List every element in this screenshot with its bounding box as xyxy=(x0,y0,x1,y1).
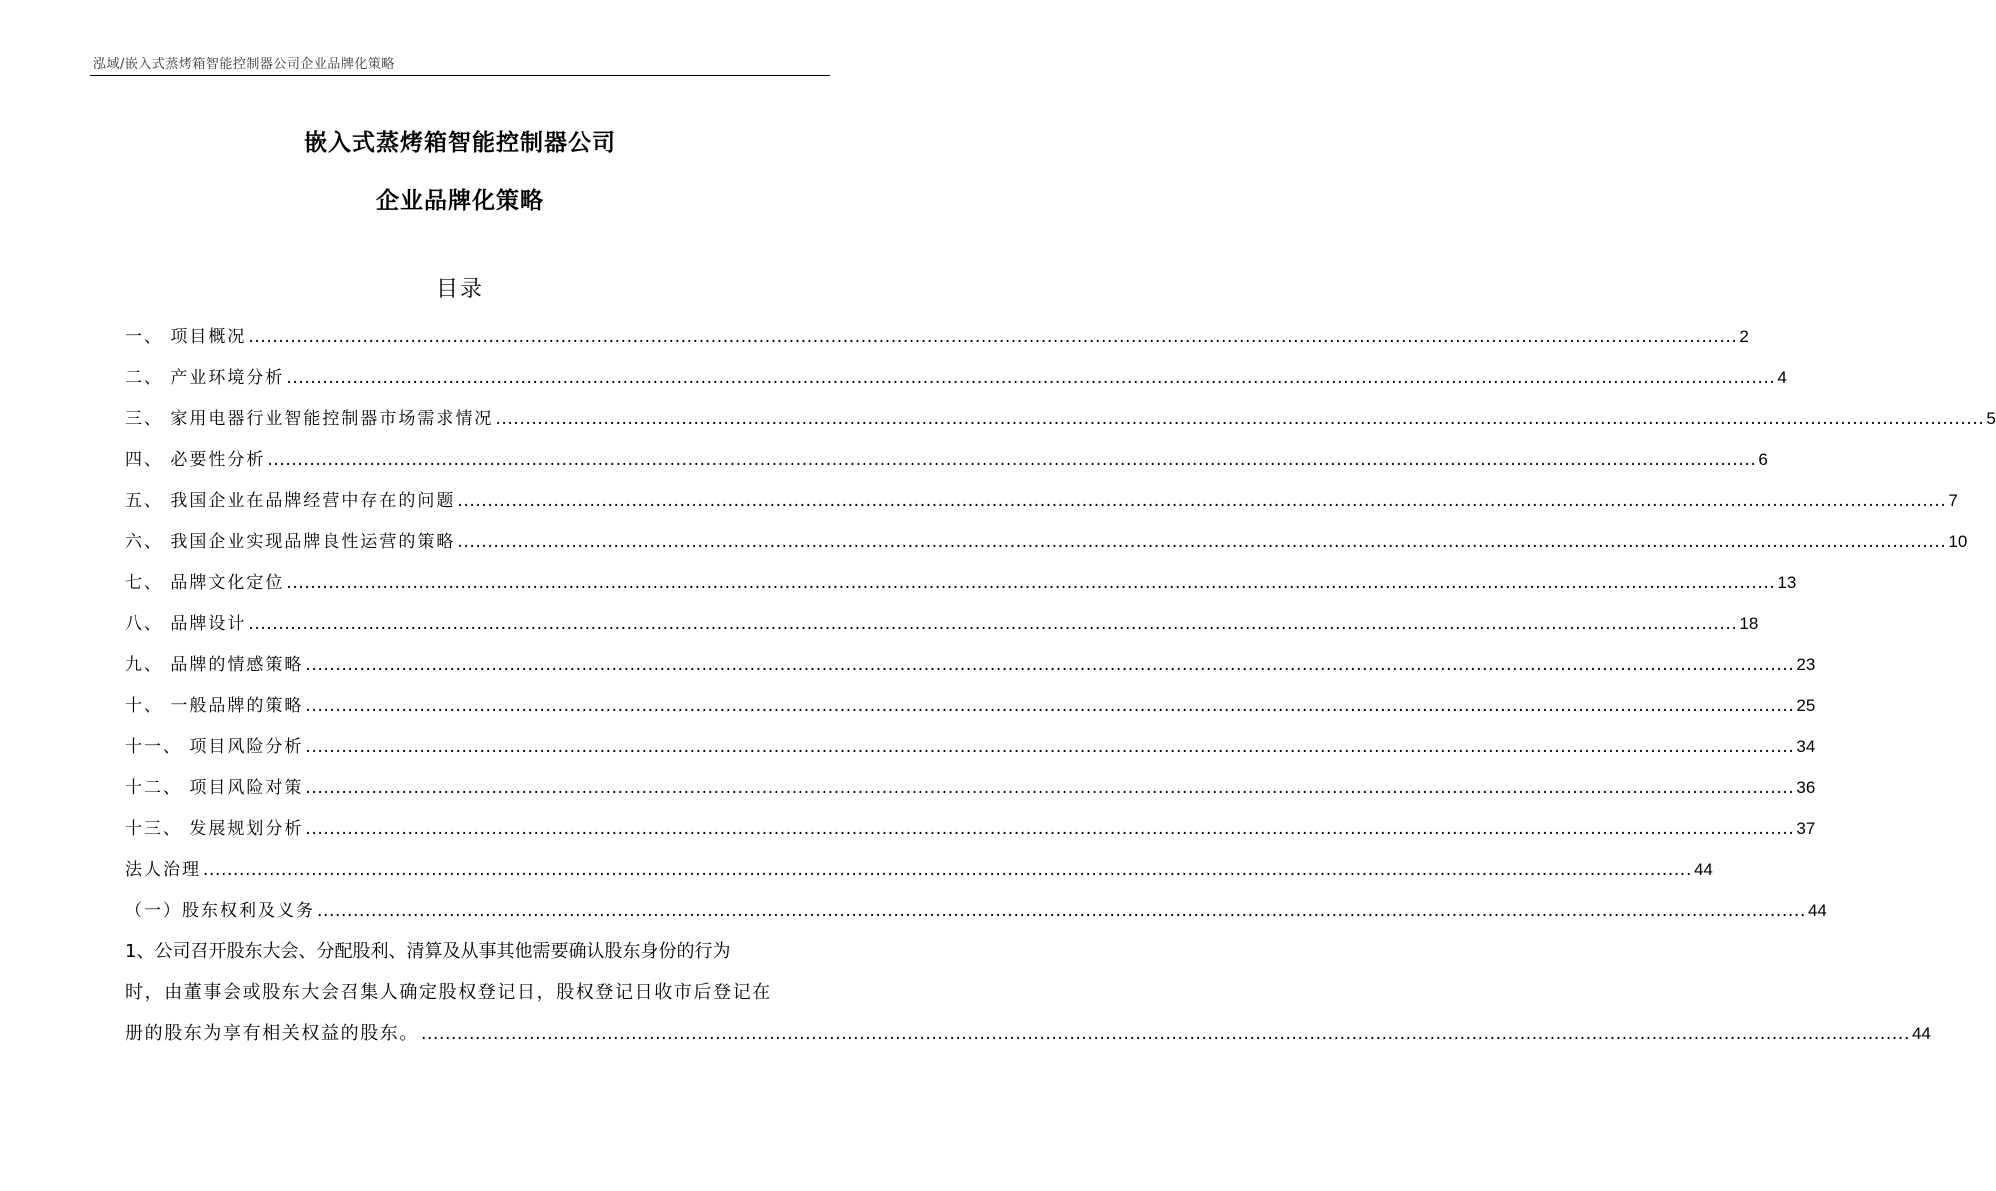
toc-leader-dots: ........................................................................................................................................................................................................................................................ xyxy=(495,409,1985,429)
toc-entry-10[interactable] xyxy=(125,693,1816,719)
toc-entry-label: 二、 产业环境分析 xyxy=(125,368,285,388)
toc-page-number: 34 xyxy=(1796,737,1816,756)
document-title-line-1: 嵌入式蒸烤箱智能控制器公司 xyxy=(304,130,616,156)
toc-page-number: 7 xyxy=(1948,491,1958,510)
toc-entry-14[interactable] xyxy=(125,857,1713,883)
toc-page-number: 25 xyxy=(1796,696,1816,715)
toc-leader-dots: ........................................................................................................................................................................................................................................................ xyxy=(286,368,1776,388)
running-header: 泓域/嵌入式蒸烤箱智能控制器公司企业品牌化策略 xyxy=(93,57,395,72)
toc-entry-4[interactable] xyxy=(125,447,1768,473)
toc-page-number: 37 xyxy=(1796,819,1816,838)
toc-entry-6[interactable] xyxy=(125,529,1968,555)
toc-entry-label: （一）股东权利及义务 xyxy=(125,901,315,921)
toc-leader-dots: ........................................................................................................................................................................................................................................................ xyxy=(267,450,1757,470)
toc-leader-dots: ........................................................................................................................................................................................................................................................ xyxy=(203,860,1692,880)
toc-entry-label: 三、 家用电器行业智能控制器市场需求情况 xyxy=(125,409,494,429)
toc-page-number: 36 xyxy=(1796,778,1816,797)
toc-leader-dots: ........................................................................................................................................................................................................................................................ xyxy=(305,737,1795,757)
toc-entry-12[interactable] xyxy=(125,775,1816,801)
toc-entry-label: 九、 品牌的情感策略 xyxy=(125,655,304,675)
toc-entry-1[interactable] xyxy=(125,324,1749,350)
toc-entry-label: 十一、 项目风险分析 xyxy=(125,737,304,757)
toc-page-number: 6 xyxy=(1758,450,1768,469)
toc-entry-label: 十二、 项目风险对策 xyxy=(125,778,304,798)
toc-heading: 目录 xyxy=(435,277,484,302)
toc-leader-dots: ........................................................................................................................................................................................................................................................ xyxy=(248,614,1738,634)
toc-entry-label: 一、 项目概况 xyxy=(125,327,247,347)
toc-entry-label: 法人治理 xyxy=(125,860,201,880)
toc-page-number: 10 xyxy=(1948,532,1968,551)
toc-leader-dots: ........................................................................................................................................................................................................................................................ xyxy=(457,532,1947,552)
toc-entry-3[interactable] xyxy=(125,406,1996,432)
toc-leader-dots: ........................................................................................................................................................................................................................................................ xyxy=(305,696,1795,716)
toc-leader-dots: ........................................................................................................................................................................................................................................................ xyxy=(248,327,1738,347)
toc-entry-label: 十、 一般品牌的策略 xyxy=(125,696,304,716)
toc-entry-label: 八、 品牌设计 xyxy=(125,614,247,634)
toc-entry-5[interactable] xyxy=(125,488,1958,514)
toc-entry-13[interactable] xyxy=(125,816,1816,842)
toc-entry-label: 五、 我国企业在品牌经营中存在的问题 xyxy=(125,491,456,511)
toc-paragraph-text: 册的股东为享有相关权益的股东。 xyxy=(125,1023,419,1044)
toc-leader-dots: ........................................................................................................................................................................................................................................................ xyxy=(305,819,1795,839)
toc-paragraph-line-2[interactable]: 时，由董事会或股东大会召集人确定股权登记日，股权登记日收市后登记在 xyxy=(125,982,772,1003)
document-title-line-2: 企业品牌化策略 xyxy=(376,188,544,214)
toc-page-number: 44 xyxy=(1693,860,1713,879)
toc-page-number: 5 xyxy=(1986,409,1996,428)
toc-page-number: 2 xyxy=(1739,327,1749,346)
toc-page-number: 23 xyxy=(1796,655,1816,674)
toc-entry-9[interactable] xyxy=(125,652,1816,678)
toc-paragraph-line-3[interactable] xyxy=(125,1021,1931,1047)
toc-entry-11[interactable] xyxy=(125,734,1816,760)
toc-page-number: 13 xyxy=(1777,573,1797,592)
toc-page-number: 4 xyxy=(1777,368,1787,387)
toc-entry-label: 七、 品牌文化定位 xyxy=(125,573,285,593)
toc-leader-dots: ........................................................................................................................................................................................................................................................ xyxy=(305,655,1795,675)
toc-leader-dots: ........................................................................................................................................................................................................................................................ xyxy=(457,491,1947,511)
toc-paragraph-line-1[interactable]: 1、公司召开股东大会、分配股利、清算及从事其他需要确认股东身份的行为 xyxy=(125,941,731,962)
toc-entry-7[interactable] xyxy=(125,570,1797,596)
toc-entry-15[interactable] xyxy=(125,898,1827,924)
toc-page-number: 44 xyxy=(1807,901,1827,920)
toc-leader-dots: ........................................................................................................................................................................................................................................................ xyxy=(286,573,1776,593)
toc-entry-2[interactable] xyxy=(125,365,1787,391)
toc-entry-8[interactable] xyxy=(125,611,1759,637)
toc-entry-label: 十三、 发展规划分析 xyxy=(125,819,304,839)
toc-page-number: 44 xyxy=(1911,1024,1931,1043)
header-divider xyxy=(90,75,830,76)
toc-leader-dots: ........................................................................................................................................................................................................................................................ xyxy=(317,901,1806,921)
toc-entry-label: 四、 必要性分析 xyxy=(125,450,266,470)
toc-entry-label: 六、 我国企业实现品牌良性运营的策略 xyxy=(125,532,456,552)
toc-leader-dots: ........................................................................................................................................................................................................................................................ xyxy=(421,1024,1910,1044)
toc-leader-dots: ........................................................................................................................................................................................................................................................ xyxy=(305,778,1795,798)
toc-page-number: 18 xyxy=(1739,614,1759,633)
